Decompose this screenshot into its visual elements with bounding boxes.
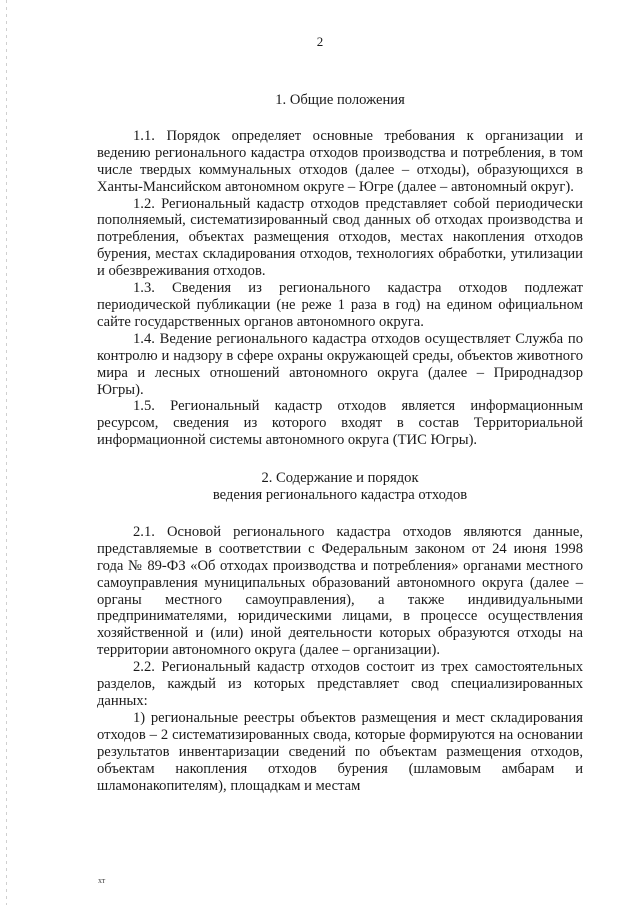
paragraph-2-1: 2.1. Основой регионального кадастра отходов являются данные, представляемые в соответствии с Федеральным законом от 24 июня 1998 года № 89-ФЗ «Об отходах производства и потребления» органами местного самоуправления муниципальных образований автономного округа (далее – органы местного самоуправления), а также индивидуальными предпринимателями, юридическими лицами, в процессе осуществления хозяйственной и (или) иной деятельности которых образуются отходы на территории автономного округа (далее – организации). — [97, 523, 583, 659]
paragraph-2-2: 2.2. Региональный кадастр отходов состоит из трех самостоятельных разделов, каждый из которых представляет свод специализированных данных: — [97, 659, 583, 709]
section-2-title-line-1: 2. Содержание и порядок — [261, 470, 419, 487]
paragraph-1-3: 1.3. Сведения из регионального кадастра отходов подлежат периодической публикации (не реже 1 раза в год) на едином официальном сайте государственных органов автономного округа. — [97, 280, 583, 330]
section-2-title — [97, 470, 583, 504]
document-body — [97, 92, 583, 794]
paragraph-2-2-item-1: 1) региональные реестры объектов размещения и мест складирования отходов – 2 систематизированных свода, которые формируются на основании результатов инвентаризации сведений по объектам размещения отходов, объектам накопления отходов бурения (шламовым амбарам и шламонакопителям), площадкам и местам — [97, 709, 583, 794]
page-number: 2 — [316, 34, 324, 49]
footer-mark: хт — [98, 876, 106, 885]
paragraph-1-4: 1.4. Ведение регионального кадастра отходов осуществляет Служба по контролю и надзору в сфере охраны окружающей среды, объектов животного мира и лесных отношений автономного округа (далее – Природнадзор Югры). — [97, 330, 583, 398]
paragraph-1-2: 1.2. Региональный кадастр отходов представляет собой периодически пополняемый, систематизированный свод данных об отходах производства и потребления, объектах размещения отходов, местах накопления отходов бурения, местах складирования отходов, технологиях обработки, утилизации и обезвреживания отходов. — [97, 195, 583, 280]
section-1-title: 1. Общие положения — [275, 92, 405, 108]
paragraph-1-1: 1.1. Порядок определяет основные требования к организации и ведению регионального кадастра отходов производства и потребления, в том числе твердых коммунальных отходов (далее – отходы), образующихся в Ханты-Мансийском автономном округе – Югре (далее – автономный округ). — [97, 127, 583, 195]
section-2-title-line-2: ведения регионального кадастра отходов — [212, 487, 468, 504]
paragraph-1-5: 1.5. Региональный кадастр отходов является информационным ресурсом, сведения из которого входят в состав Территориальной информационной системы автономного округа (ТИС Югры). — [97, 398, 583, 449]
scan-edge-line — [6, 0, 7, 905]
